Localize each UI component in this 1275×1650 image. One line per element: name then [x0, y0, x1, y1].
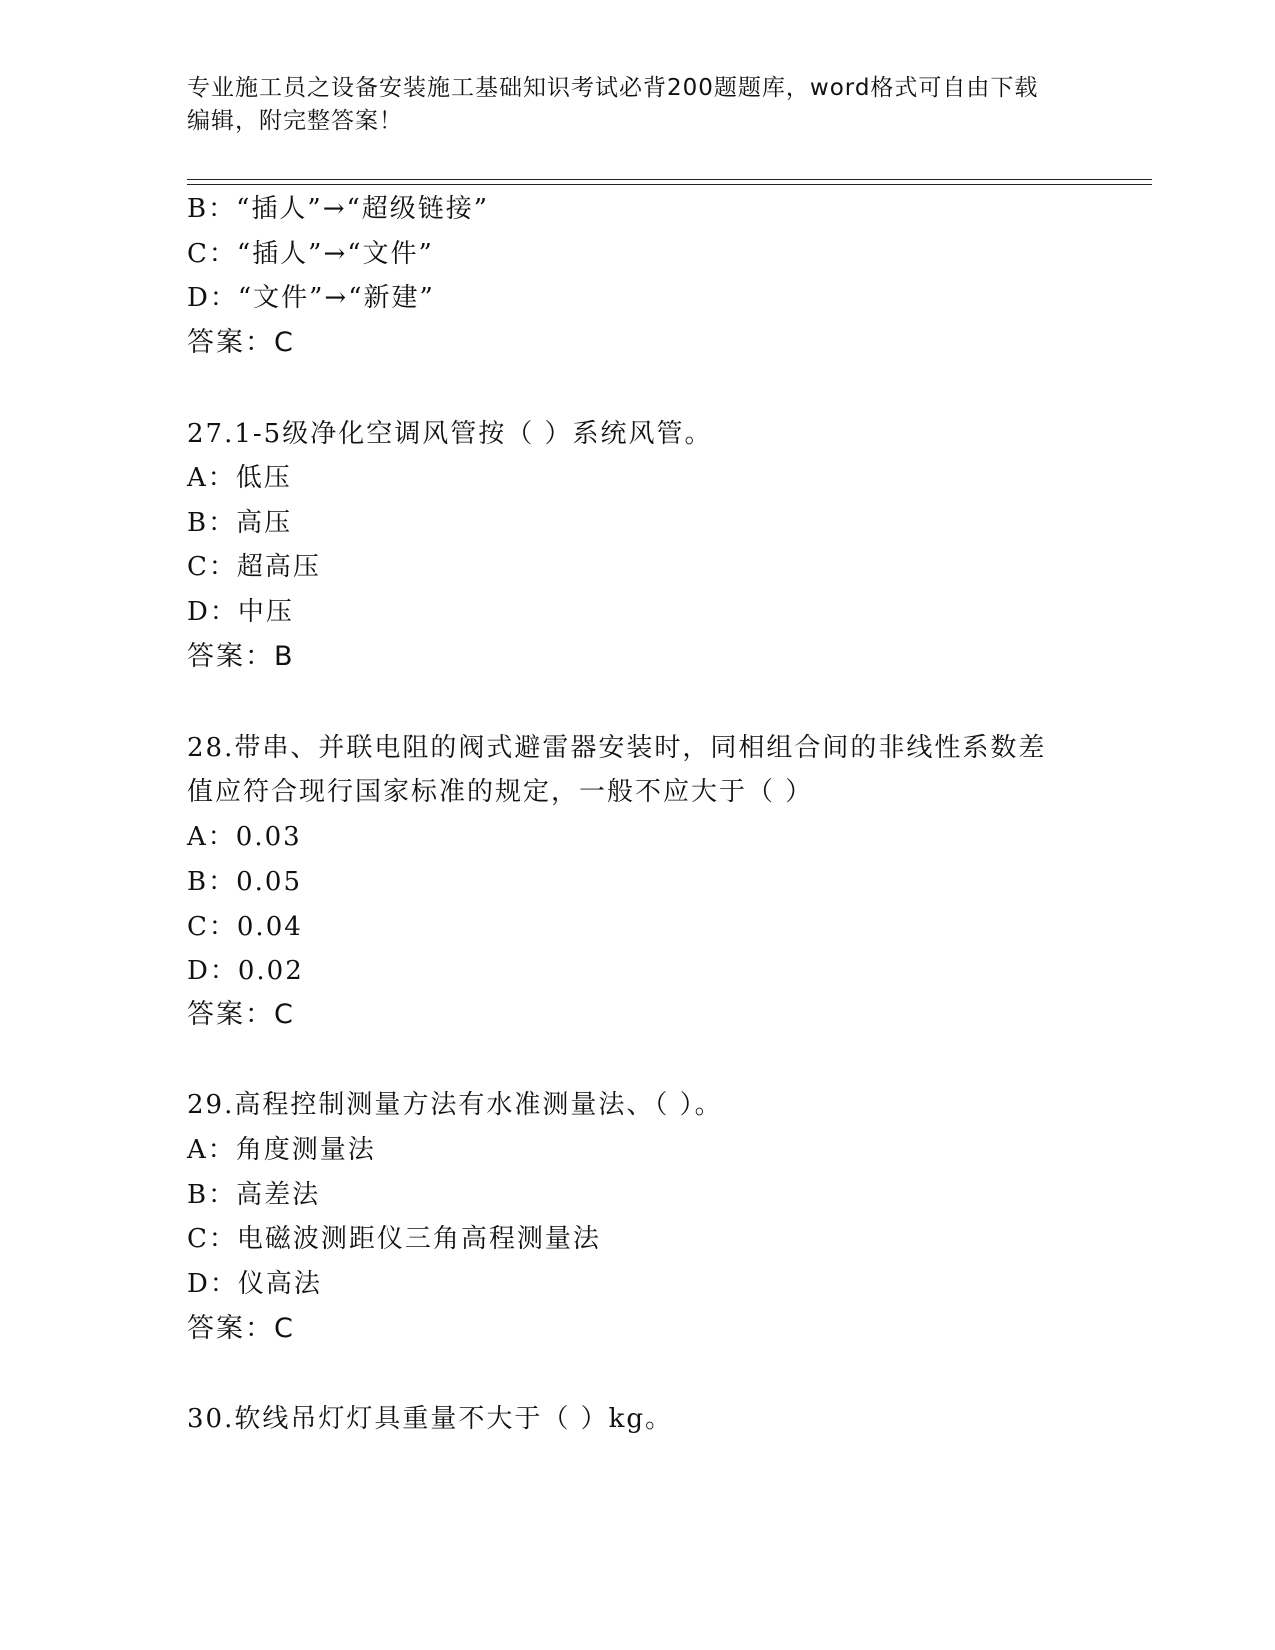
q28-option-c: C：0.04 [187, 912, 303, 942]
q26-option-d: D：“文件”→“新建” [187, 283, 435, 313]
q29-answer: 答案：C [187, 1313, 295, 1344]
header-line-2: 编辑，附完整答案！ [187, 108, 403, 134]
header-divider-bottom [187, 184, 1152, 185]
q29-option-b: B：高差法 [187, 1180, 321, 1210]
q28-answer: 答案：C [187, 999, 295, 1030]
q27-option-c: C：超高压 [187, 552, 321, 582]
q29-option-c: C：电磁波测距仪三角高程测量法 [187, 1224, 601, 1254]
q29-option-d: D：仪高法 [187, 1269, 322, 1299]
q30-stem: 30.软线吊灯灯具重量不大于（ ）kg。 [187, 1404, 674, 1434]
q28-option-d: D：0.02 [187, 956, 304, 986]
q26-option-c: C：“插人”→“文件” [187, 239, 434, 269]
q26-option-b: B：“插人”→“超级链接” [187, 194, 490, 224]
q29-option-a: A：角度测量法 [187, 1135, 376, 1165]
q29-stem: 29.高程控制测量方法有水准测量法、（ ）。 [187, 1090, 723, 1120]
q28-stem-line-2: 值应符合现行国家标准的规定，一般不应大于（ ） [187, 777, 814, 807]
q27-answer: 答案：B [187, 641, 295, 672]
q28-option-b: B：0.05 [187, 867, 302, 897]
q28-option-a: A：0.03 [187, 822, 302, 852]
q26-answer: 答案：C [187, 327, 295, 358]
q27-option-b: B：高压 [187, 508, 293, 538]
header-divider-top [187, 179, 1152, 180]
q27-option-d: D：中压 [187, 597, 294, 627]
q28-stem-line-1: 28.带串、并联电阻的阀式避雷器安装时，同相组合间的非线性系数差 [187, 733, 1047, 763]
q27-option-a: A：低压 [187, 463, 292, 493]
q27-stem: 27.1-5级净化空调风管按（ ）系统风管。 [187, 419, 713, 449]
document-header [187, 72, 1087, 138]
header-line-1: 专业施工员之设备安装施工基础知识考试必背200题题库，word格式可自由下载 [187, 75, 1039, 101]
